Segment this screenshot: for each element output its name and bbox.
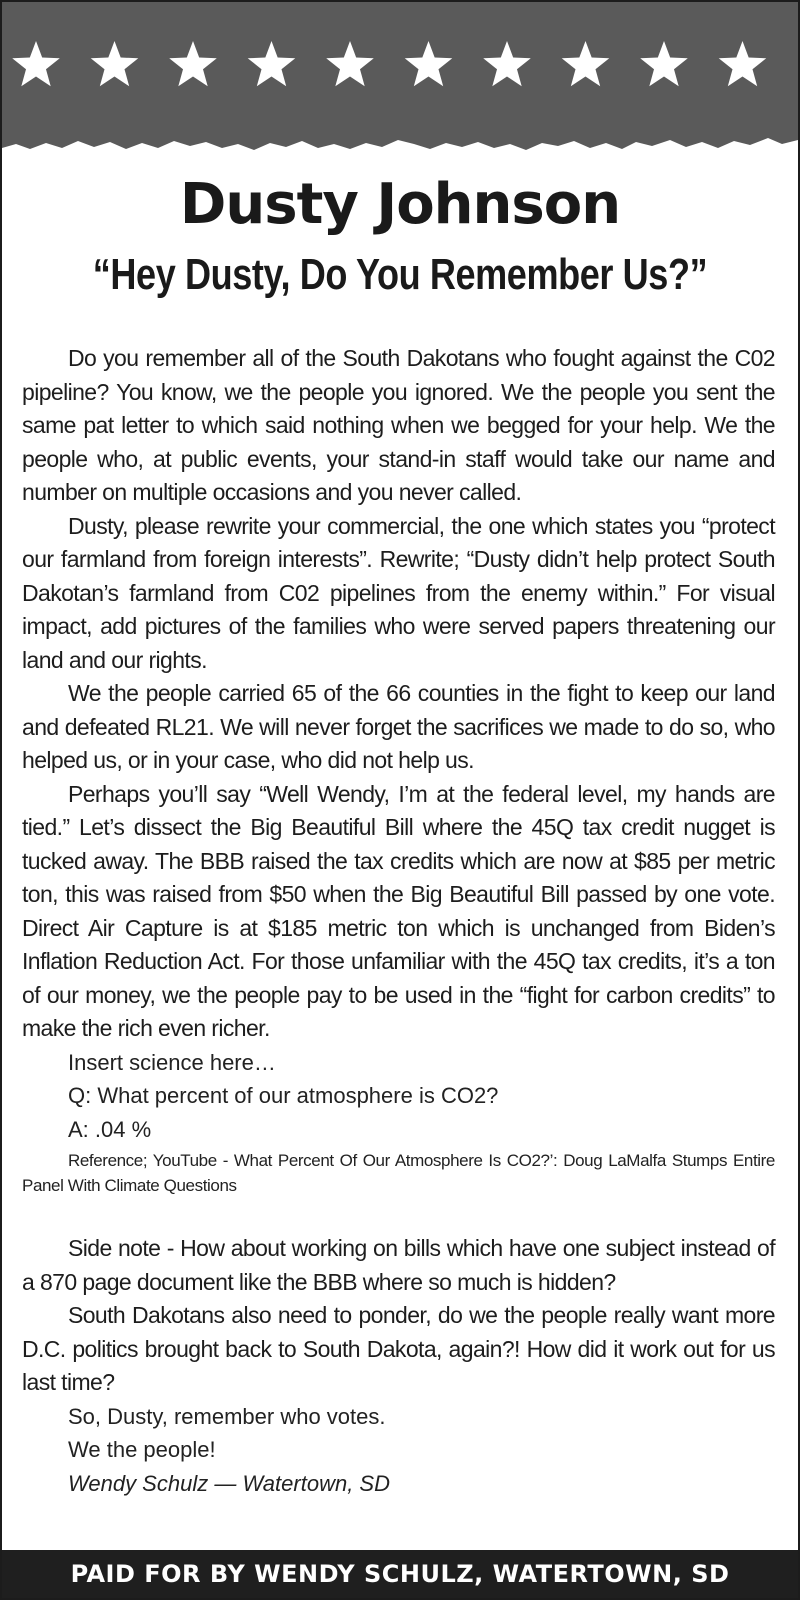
star-banner <box>2 2 798 167</box>
reference-line: Reference; YouTube - What Percent Of Our Atmosphere Is CO2?’: Doug LaMalfa Stumps Entire Panel With Climate Questions <box>22 1151 775 1195</box>
paragraph-1: Do you remember all of the South Dakotans who fought against the C02 pipeline? You know, we the people you ignored. We the people you sent the same pat letter to which said nothing when we begged for your help. We the people who, at public events, your stand-in staff would take our name and number on multiple occasions and you never called. <box>22 345 775 505</box>
paragraph-2: Dusty, please rewrite your commercial, the one which states you “protect our farmland from foreign interests”. Rewrite; “Dusty didn’t help protect South Dakotan’s farmland from C02 pipelines from the enemy within.” For visual impact, add pictures of the families who were served papers threatening our land and our rights. <box>22 512 775 673</box>
paragraph-4: Perhaps you’ll say “Well Wendy, I’m at the federal level, my hands are tied.” Let’s dissect the Big Beautiful Bill where the 45Q tax credit nugget is tucked away. The BBB raised the tax credits which are now at $85 per metric ton, this was raised from $50 when the Big Beautiful Bill passed by one vote. Direct Air Capture is at $185 metric ton which is unchanged from Biden’s Inflation Reduction Act. For those unfamiliar with the 45Q tax credits, it’s a ton of our money, we the people pay to be used in the “fight for carbon credits” to make the rich even richer. <box>22 780 775 1041</box>
answer-line: A: .04 % <box>68 1116 152 1142</box>
spacer <box>22 1198 775 1232</box>
paid-for-footer: PAID FOR BY WENDY SCHULZ, WATERTOWN, SD <box>2 1550 798 1598</box>
candidate-name: Dusty Johnson <box>179 172 621 237</box>
closing-line-2: We the people! <box>68 1437 216 1462</box>
signature: Wendy Schulz — Watertown, SD <box>68 1470 390 1496</box>
question-line: Q: What percent of our atmosphere is CO2? <box>68 1083 499 1108</box>
letter-body <box>22 342 775 1500</box>
headline-quote: “Hey Dusty, Do You Remember Us?” <box>92 250 708 299</box>
science-line: Insert science here… <box>68 1049 276 1075</box>
paragraph-6: South Dakotans also need to ponder, do we the people really want more D.C. politics brought back to South Dakota, again?! How did it work out for us last time? <box>22 1302 775 1395</box>
paragraph-5: Side note - How about working on bills which have one subject instead of a 870 page document like the BBB where so much is hidden? <box>22 1235 775 1295</box>
closing-line-1: So, Dusty, remember who votes. <box>68 1403 386 1429</box>
paragraph-3: We the people carried 65 of the 66 counties in the fight to keep our land and defeated RL21. We will never forget the sacrifices we made to do so, who helped us, or in your case, who did not help us. <box>22 680 775 773</box>
